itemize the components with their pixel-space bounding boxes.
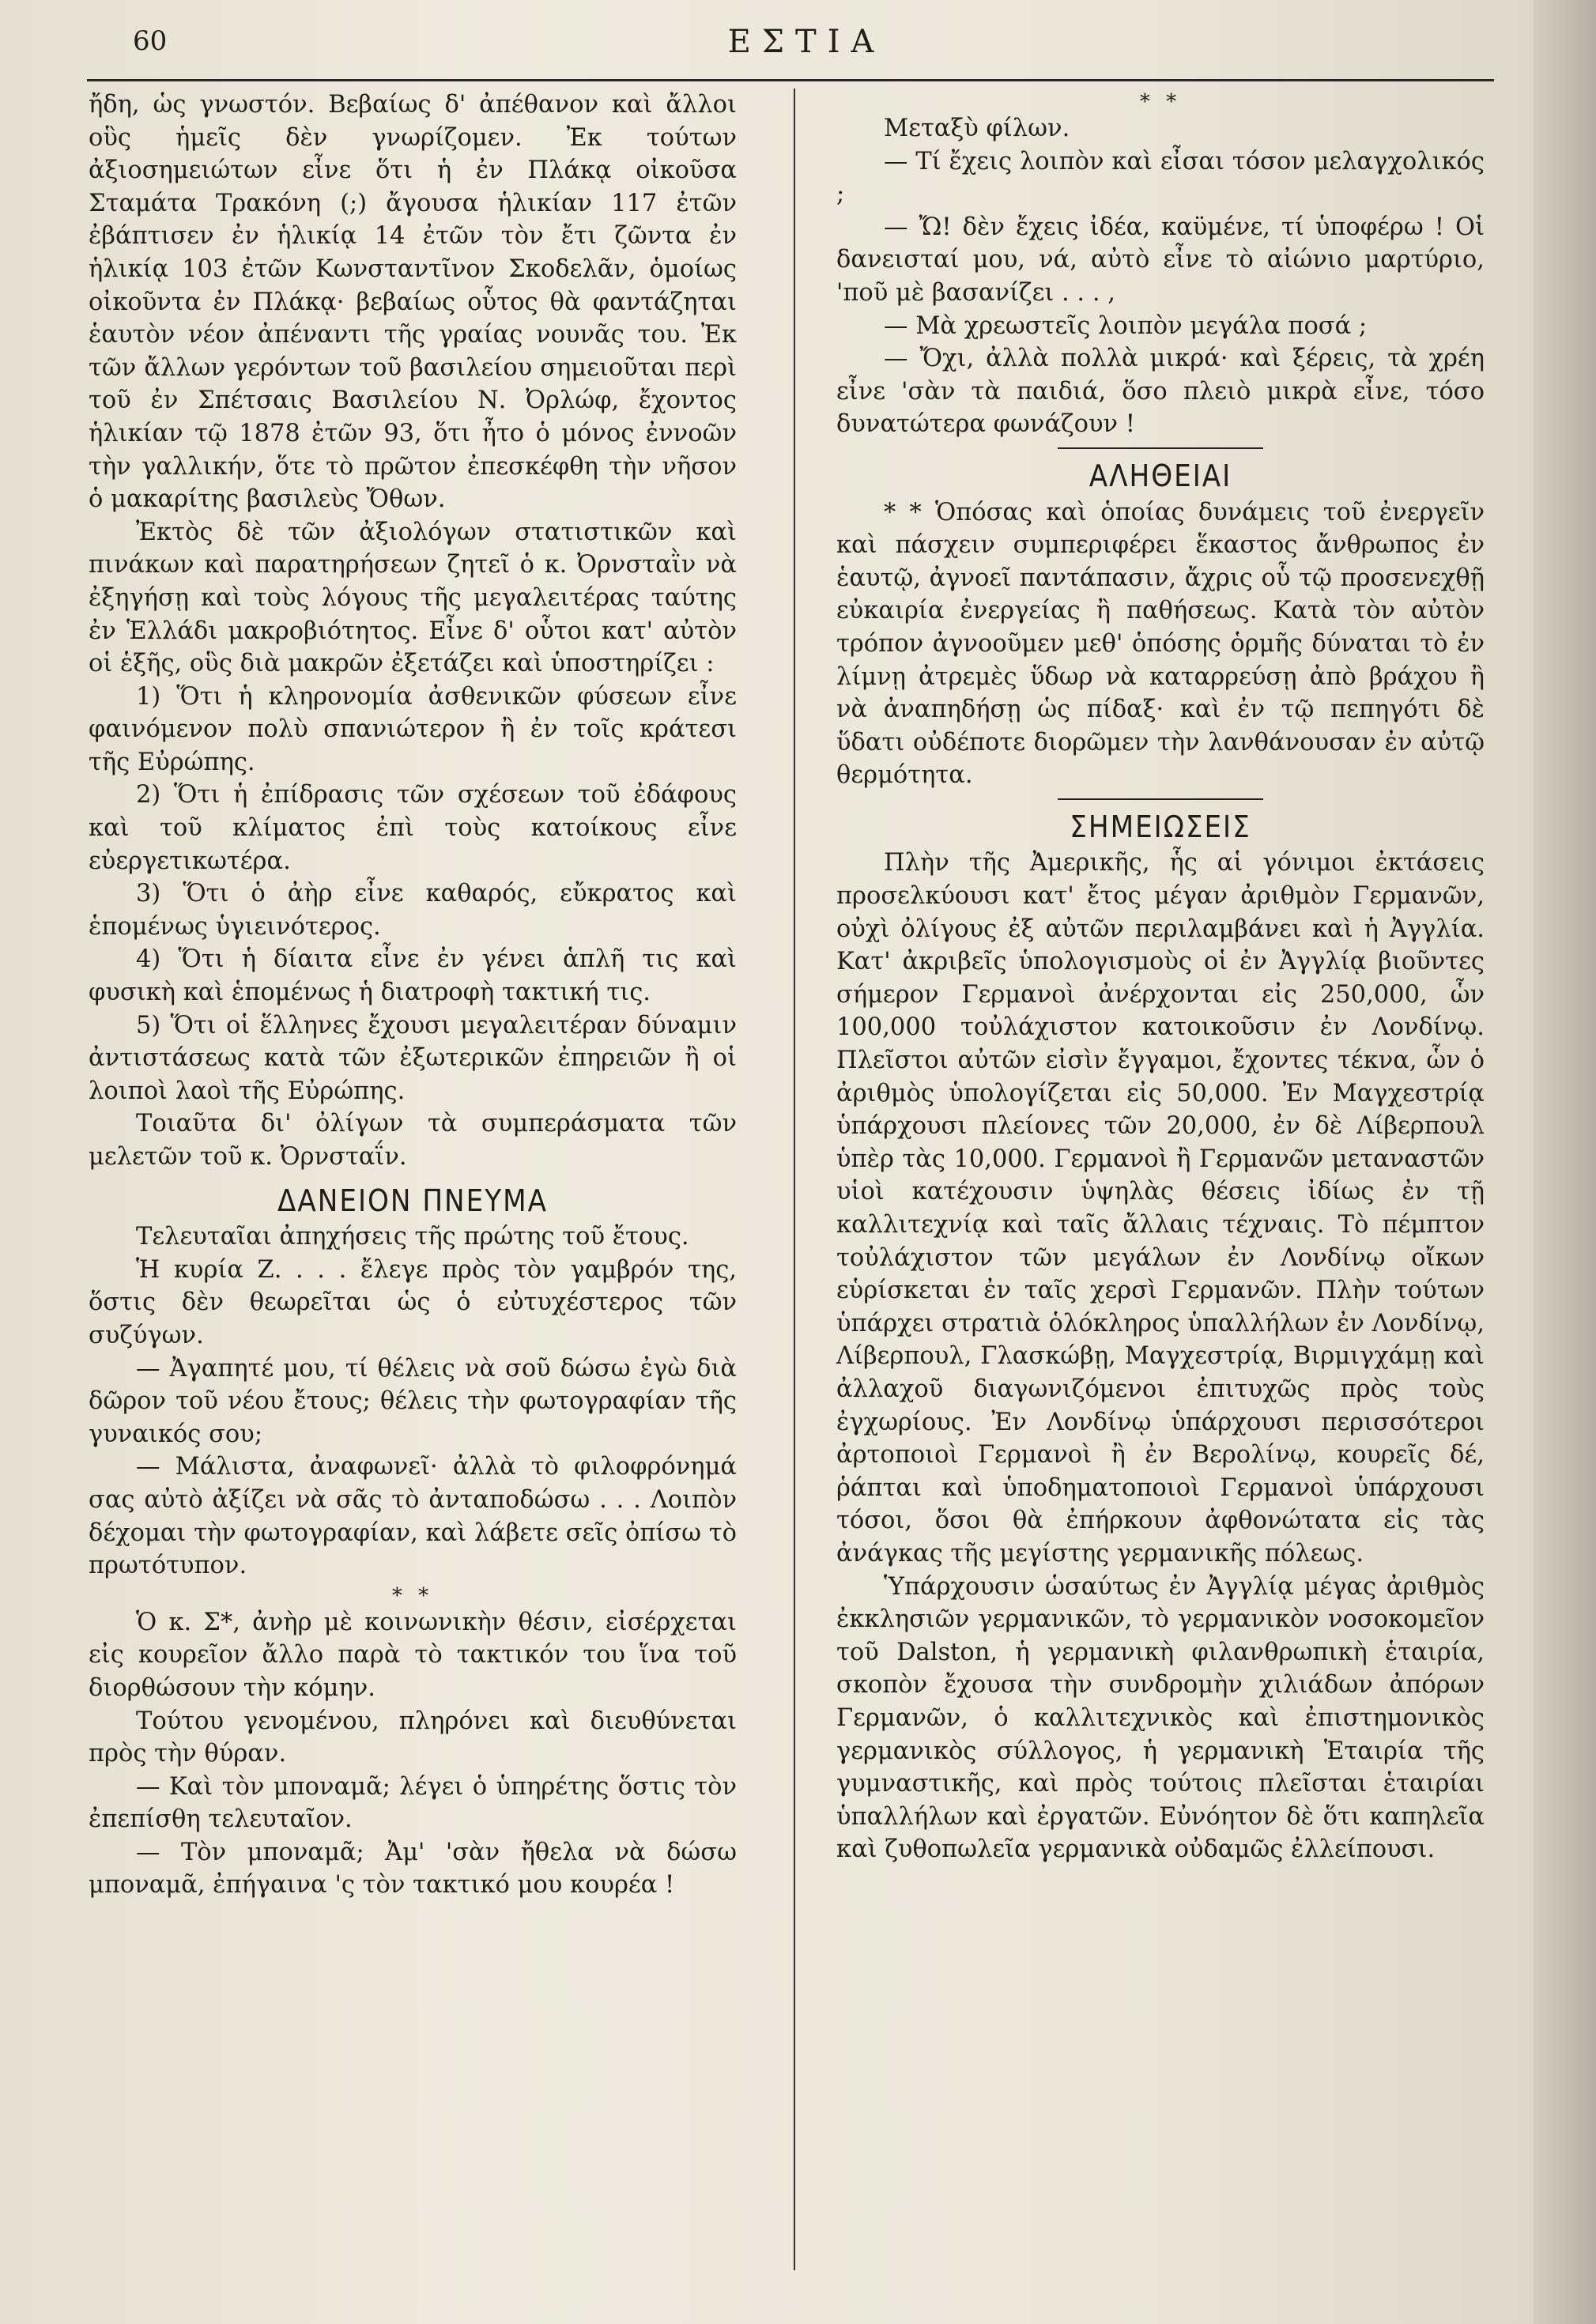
- journal-title: ΕΣΤΙΑ: [727, 24, 885, 60]
- asterism: * *: [1139, 90, 1182, 114]
- paragraph: Μεταξὺ φίλων.: [884, 115, 1070, 142]
- list-item: 5) Ὅτι οἱ ἕλληνες ἔχουσι μεγαλειτέραν δύναμιν ἀντιστάσεως κατὰ τῶν ἐξωτερικῶν ἐπηρειῶν ἢ οἱ λοιποὶ λαοὶ τῆς Εὐρώπης.: [89, 1011, 737, 1105]
- section-title-simeioseis: ΣΗΜΕΙΩΣΕΙΣ: [1070, 809, 1251, 844]
- right-column: [836, 89, 1485, 1866]
- section-title-alitheiai: ΑΛΗΘΕΙΑΙ: [1089, 458, 1232, 493]
- section-rule: [1058, 447, 1263, 449]
- list-item: 2) Ὅτι ἡ ἐπίδρασις τῶν σχέσεων τοῦ ἐδάφους καὶ τοῦ κλίματος ἐπὶ τοὺς κατοίκους εἶνε εὐεργετικωτέρα.: [89, 781, 737, 875]
- paragraph: — Ὤ! δὲν ἔχεις ἰδέα, καϋμένε, τί ὑποφέρω ! Οἱ δανεισταί μου, νά, αὐτὸ εἶνε τὸ αἰώνιο μαρτύριο, 'ποῦ μὲ βασανίζει . . . ,: [836, 213, 1485, 307]
- page-header: [111, 19, 1502, 66]
- paragraph: Τούτου γενομένου, πληρόνει καὶ διευθύνεται πρὸς τὴν θύραν.: [89, 1707, 737, 1768]
- paragraph: — Καὶ τὸν μποναμᾶ; λέγει ὁ ὑπηρέτης ὅστις τὸν ἐπεπίσθη τελευταῖον.: [89, 1772, 737, 1834]
- paragraph: — Ὄχι, ἀλλὰ πολλὰ μικρά· καὶ ξέρεις, τὰ χρέη εἶνε 'σὰν τὰ παιδιά, ὅσο πλειὸ μικρὰ εἶνε, τόσο δυνατώτερα φωνάζουν !: [836, 345, 1485, 439]
- paragraph: Τοιαῦτα δι' ὀλίγων τὰ συμπεράσματα τῶν μελετῶν τοῦ κ. Ὀρνσταΐν.: [89, 1110, 737, 1171]
- paragraph: — Τί ἔχεις λοιπὸν καὶ εἶσαι τόσον μελαγχολικός ;: [836, 147, 1485, 209]
- section-rule: [1058, 798, 1263, 800]
- paragraph: — Μὰ χρεωστεῖς λοιπὸν μεγάλα ποσά ;: [884, 311, 1368, 340]
- header-rule: [87, 79, 1494, 81]
- paragraph: Πλὴν τῆς Ἀμερικῆς, ἧς αἱ γόνιμοι ἐκτάσεις προσελκύουσι κατ' ἔτος μέγαν ἀριθμὸν Γερμανῶν, οὐχὶ ὀλίγους ἐξ αὐτῶν περιλαμβάνει καὶ ἡ Ἀγγλία. Κατ' ἀκριβεῖς ὑπολογισμοὺς οἱ ἐν Ἀγγλίᾳ βιοῦντες σήμερον Γερμανοὶ ἀνέρχονται εἰς 250,000, ὧν 100,000 τοὐλάχιστον κατοικοῦσιν ἐν Λονδίνῳ. Πλεῖστοι αὐτῶν εἰσὶν ἔγγαμοι, ἔχοντες τέκνα, ὧν ὁ ἀριθμὸς ὑπολογίζεται εἰς 50,000. Ἐν Μαγχεστρίᾳ ὑπάρχουσι πλείονες τῶν 20,000, ἐν δὲ Λίβερπουλ ὑπὲρ τὰς 10,000. Γερμανοὶ ἢ Γερμανῶν μεταναστῶν υἱοὶ κατέχουσιν ὑψηλὰς θέσεις ἰδίως ἐν τῇ καλλιτεχνίᾳ καὶ ταῖς ἄλλαις τέχναις. Τὸ πέμπτον τοὐλάχιστον τῶν μεγάλων ἐν Λονδίνῳ οἴκων εὑρίσκεται ἐν ταῖς χερσὶ Γερμανῶν. Πλὴν τούτων ὑπάρχει στρατιὰ ὁλόκληρος ὑπαλλήλων ἐν Λονδίνῳ, Λίβερπουλ, Γλασκώβῃ, Μαγχεστρίᾳ, Βιρμιγχάμῃ καὶ ἀλλαχοῦ διαγωνιζόμενοι ἐπιτυχῶς πρὸς τοὺς ἐγχωρίους. Ἐν Λονδίνῳ ὑπάρχουσι περισσότεροι ἀρτοποιοὶ Γερμανοὶ ἢ ἐν Βερολίνῳ, κουρεῖς δέ, ῥάπται καὶ ὑποδηματοποιοὶ Γερμανοὶ ὑπάρχουσι τόσοι, ὅσοι θὰ ἐπήρκουν ἀφθονώτατα εἰς τὰς ἀνάγκας τῆς μεγίστης γερμανικῆς πόλεως.: [836, 849, 1485, 1568]
- paragraph: ἤδη, ὡς γνωστόν. Βεβαίως δ' ἀπέθανον καὶ ἄλλοι οὓς ἡμεῖς δὲν γνωρίζομεν. Ἐκ τούτων ἀξιοσημειώτων εἶνε ὅτι ἡ ἐν Πλάκᾳ οἰκοῦσα Σταμάτα Τρακόνη (;) ἄγουσα ἡλικίαν 117 ἐτῶν ἐβάπτισεν ἐν ἡλικίᾳ 14 ἐτῶν τὸν ἔτι ζῶντα ἐν ἡλικίᾳ 103 ἐτῶν Κωνσταντῖνον Σκοδελᾶν, ὁμοίως οἰκοῦντα ἐν Πλάκᾳ· βεβαίως οὗτος θὰ φαντάζηται ἑαυτὸν νέον ἀπέναντι τῆς γραίας νουνᾶς του. Ἐκ τῶν ἄλλων γερόντων τοῦ βασιλείου σημειοῦται περὶ τοῦ ἐν Σπέτσαις Βασιλείου Ν. Ὀρλώφ, ἔχοντος ἡλικίαν τῷ 1878 ἐτῶν 93, ὅτι ἦτο ὁ μόνος ἐννοῶν τὴν γαλλικήν, ὅτε τὸ πρῶτον ἐπεσκέφθη τὴν νῆσον ὁ μακαρίτης βασιλεὺς Ὄθων.: [89, 91, 737, 514]
- page-edge-shadow: [1534, 0, 1596, 2324]
- left-column: [89, 89, 737, 1902]
- paragraph: — Τὸν μποναμᾶ; Ἀμ' 'σὰν ἤθελα νὰ δώσω μποναμᾶ, ἐπήγαινα 'ς τὸν τακτικό μου κουρέα !: [89, 1838, 737, 1900]
- list-item: 4) Ὅτι ἡ δίαιτα εἶνε ἐν γένει ἁπλῆ τις καὶ φυσικὴ καὶ ἑπομένως ἡ διατροφὴ τακτική τις.: [89, 945, 737, 1007]
- list-item: 3) Ὅτι ὁ ἀὴρ εἶνε καθαρός, εὔκρατος καὶ ἑπομένως ὑγιεινότερος.: [89, 880, 737, 941]
- column-divider: [794, 89, 795, 2270]
- list-item: 1) Ὅτι ἡ κληρονομία ἀσθενικῶν φύσεων εἶνε φαινόμενον πολὺ σπανιώτερον ἢ ἐν τοῖς κράτεσι τῆς Εὐρώπης.: [89, 682, 737, 776]
- paragraph: * * Ὁπόσας καὶ ὁποίας δυνάμεις τοῦ ἐνεργεῖν καὶ πάσχειν συμπεριφέρει ἕκαστος ἄνθρωπος ἐν ἑαυτῷ, ἀγνοεῖ παντάπασιν, ἄχρις οὗ τῷ προσενεχθῇ εὐκαιρία ἐνεργείας ἢ παθήσεως. Κατὰ τὸν αὐτὸν τρόπον ἀγνοοῦμεν μεθ' ὁπόσης ὁρμῆς δύναται τὸ ἐν λίμνῃ ἀτρεμὲς ὕδωρ νὰ καταρρεύσῃ ἀπὸ βράχου ἢ νὰ ἀναπηδήσῃ ὡς πίδαξ· καὶ ἐν τῷ πεπηγότι δὲ ὕδατι οὐδέποτε διορῶμεν τὴν λανθάνουσαν ἐν αὐτῷ θερμότητα.: [836, 498, 1485, 790]
- paragraph: — Μάλιστα, ἀναφωνεῖ· ἀλλὰ τὸ φιλοφρόνημά σας αὐτὸ ἀξίζει νὰ σᾶς τὸ ἀνταποδώσω . . . Λοιπὸν δέχομαι τὴν φωτογραφίαν, καὶ λάβετε σεῖς ὀπίσω τὸ πρωτότυπον.: [89, 1453, 737, 1580]
- paragraph: Ὁ κ. Σ*, ἀνὴρ μὲ κοινωνικὴν θέσιν, εἰσέρχεται εἰς κουρεῖον ἄλλο παρὰ τὸ τακτικόν του ἵνα τοῦ διορθώσουν τὴν κόμην.: [89, 1608, 737, 1702]
- paragraph: Ὑπάρχουσιν ὡσαύτως ἐν Ἀγγλίᾳ μέγας ἀριθμὸς ἐκκλησιῶν γερμανικῶν, τὸ γερμανικὸν νοσοκομεῖον τοῦ Dalston, ἡ γερμανικὴ φιλανθρωπικὴ ἑταιρία, σκοπὸν ἔχουσα τὴν συνδρομὴν χιλιάδων ἀπόρων Γερμανῶν, ὁ καλλιτεχνικὸς καὶ ἐπιστημονικὸς γερμανικὸς σύλλογος, ἡ γερμανικὴ Ἑταιρία τῆς γυμναστικῆς, καὶ πρὸς τούτοις πλεῖσται ἑταιρίαι ὑπαλλήλων καὶ ἐργατῶν. Εὐνόητον δὲ ὅτι καπηλεῖα καὶ ζυθοπωλεῖα γερμανικὰ οὐδαμῶς ἐλλείπουσι.: [836, 1572, 1485, 1864]
- asterism: * *: [391, 1583, 434, 1608]
- section-title-daneion-pneuma: ΔΑΝΕΙΟΝ ΠΝΕΥΜΑ: [277, 1183, 548, 1218]
- page-number: 60: [133, 25, 168, 57]
- paragraph: Ἐκτὸς δὲ τῶν ἀξιολόγων στατιστικῶν καὶ πινάκων καὶ παρατηρήσεων ζητεῖ ὁ κ. Ὀρνσταῒν νὰ ἐξηγήσῃ καὶ τοὺς λόγους τῆς μεγαλειτέρας ταύτης ἐν Ἑλλάδι μακροβιότητος. Εἶνε δ' οὗτοι κατ' αὐτὸν οἱ ἑξῆς, οὓς διὰ μακρῶν ἐξετάζει καὶ ὑποστηρίζει :: [89, 518, 737, 678]
- paragraph: Ἡ κυρία Ζ. . . . ἔλεγε πρὸς τὸν γαμβρόν της, ὅστις δὲν θεωρεῖται ὡς ὁ εὐτυχέστερος τῶν συζύγων.: [89, 1255, 737, 1349]
- paragraph: Τελευταῖαι ἀπηχήσεις τῆς πρώτης τοῦ ἔτους.: [136, 1223, 689, 1251]
- paragraph: — Ἀγαπητέ μου, τί θέλεις νὰ σοῦ δώσω ἐγὼ διὰ δῶρον τοῦ νέου ἔτους; θέλεις τὴν φωτογραφίαν τῆς γυναικός σου;: [89, 1354, 737, 1448]
